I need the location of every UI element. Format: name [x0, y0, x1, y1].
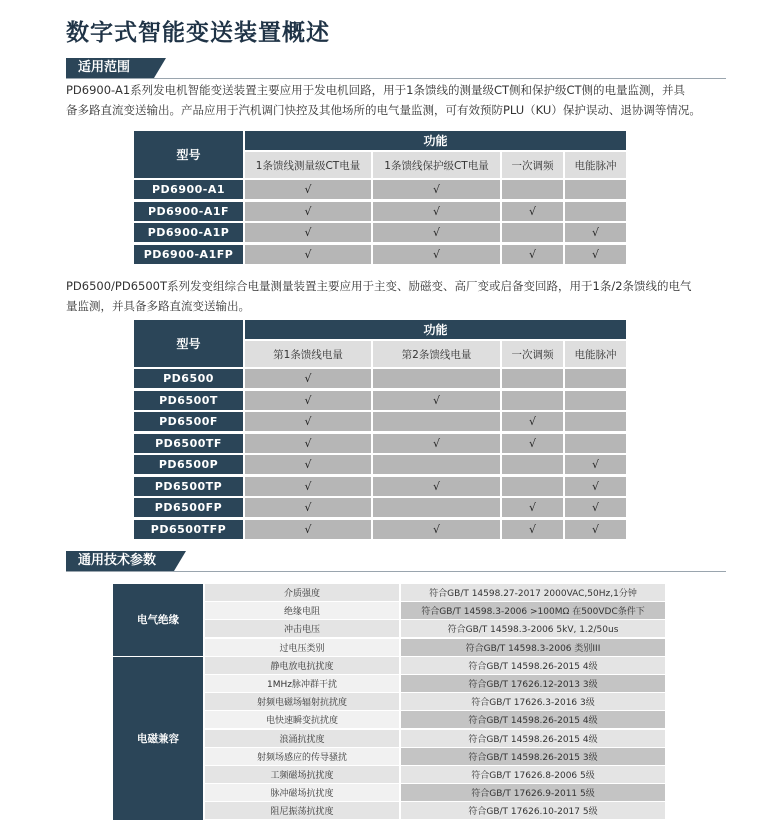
function-cell: √	[373, 520, 500, 539]
function-cell: √	[565, 245, 626, 264]
function-cell: √	[565, 520, 626, 539]
column-header: 电能脉冲	[565, 341, 626, 367]
spec-item-value: 符合GB/T 14598.26-2015 4级	[401, 711, 665, 728]
spec-item-name: 工频磁场抗扰度	[205, 766, 399, 783]
spec-item-name: 绝缘电阻	[205, 602, 399, 619]
model-cell: PD6500	[134, 369, 243, 388]
model-header: 型号	[134, 131, 243, 178]
spec-item-name: 浪涌抗扰度	[205, 730, 399, 747]
spec-item-name: 介质强度	[205, 584, 399, 601]
model-cell: PD6500TFP	[134, 520, 243, 539]
spec-item-value: 符合GB/T 17626.10-2017 5级	[401, 802, 665, 819]
spec-group-label: 电磁兼容	[113, 657, 203, 820]
function-cell: √	[245, 520, 371, 539]
function-cell	[565, 180, 626, 199]
spec-item-value: 符合GB/T 14598.26-2015 4级	[401, 657, 665, 674]
function-cell: √	[373, 245, 500, 264]
function-cell	[565, 412, 626, 431]
function-cell: √	[502, 520, 563, 539]
spec-item-value: 符合GB/T 14598.3-2006 >100MΩ 在500VDC条件下	[401, 602, 665, 619]
function-cell: √	[565, 455, 626, 474]
function-cell	[502, 391, 563, 410]
spec-item-name: 电快速瞬变抗扰度	[205, 711, 399, 728]
function-cell: √	[245, 202, 371, 221]
function-cell	[373, 412, 500, 431]
section-header-scope: 适用范围	[66, 58, 154, 78]
function-cell: √	[373, 477, 500, 496]
spec-item-name: 1MHz脉冲群干扰	[205, 675, 399, 692]
spec-item-value: 符合GB/T 14598.3-2006 类别III	[401, 639, 665, 656]
spec-item-value: 符合GB/T 14598.27-2017 2000VAC,50Hz,1分钟	[401, 584, 665, 601]
column-header: 一次调频	[502, 152, 563, 178]
model-cell: PD6900-A1F	[134, 202, 243, 221]
function-cell	[565, 369, 626, 388]
model-cell: PD6900-A1	[134, 180, 243, 199]
function-cell: √	[565, 477, 626, 496]
spec-item-name: 静电放电抗扰度	[205, 657, 399, 674]
function-cell	[565, 434, 626, 453]
function-cell	[565, 202, 626, 221]
model-cell: PD6500T	[134, 391, 243, 410]
column-header: 电能脉冲	[565, 152, 626, 178]
spec-item-value: 符合GB/T 17626.3-2016 3级	[401, 693, 665, 710]
function-cell	[502, 369, 563, 388]
function-cell: √	[245, 180, 371, 199]
intro-paragraph-1	[66, 80, 726, 120]
function-cell: √	[245, 498, 371, 517]
function-cell	[502, 180, 563, 199]
model-cell: PD6500F	[134, 412, 243, 431]
column-header: 第1条馈线电量	[245, 341, 371, 367]
function-cell: √	[245, 223, 371, 242]
function-cell: √	[502, 245, 563, 264]
function-cell: √	[245, 369, 371, 388]
paragraph-line: PD6900-A1系列发电机智能变送装置主要应用于发电机回路，用于1条馈线的测量级CT侧和保护级CT侧的电量监测，并具	[66, 83, 686, 97]
function-cell	[373, 455, 500, 474]
function-cell	[502, 223, 563, 242]
function-header: 功能	[245, 320, 626, 339]
spec-group-label: 电气绝缘	[113, 584, 203, 656]
function-table-pd6500	[134, 320, 626, 542]
column-header: 1条馈线保护级CT电量	[373, 152, 500, 178]
model-cell: PD6500TF	[134, 434, 243, 453]
function-cell: √	[373, 391, 500, 410]
page-title: 数字式智能变送装置概述	[66, 20, 330, 46]
intro-paragraph-2	[66, 276, 726, 316]
function-cell: √	[245, 455, 371, 474]
function-cell: √	[502, 412, 563, 431]
spec-item-name: 射频电磁场辐射抗扰度	[205, 693, 399, 710]
model-cell: PD6900-A1P	[134, 223, 243, 242]
function-cell: √	[502, 498, 563, 517]
function-cell: √	[245, 477, 371, 496]
model-cell: PD6500TP	[134, 477, 243, 496]
spec-item-value: 符合GB/T 14598.26-2015 4级	[401, 730, 665, 747]
spec-item-value: 符合GB/T 17626.9-2011 5级	[401, 784, 665, 801]
spec-item-value: 符合GB/T 14598.26-2015 3级	[401, 748, 665, 765]
function-cell	[502, 477, 563, 496]
model-cell: PD6900-A1FP	[134, 245, 243, 264]
spec-item-value: 符合GB/T 14598.3-2006 5kV, 1.2/50us	[401, 620, 665, 637]
column-header: 一次调频	[502, 341, 563, 367]
function-cell: √	[373, 180, 500, 199]
function-cell: √	[502, 434, 563, 453]
column-header: 1条馈线测量级CT电量	[245, 152, 371, 178]
function-cell: √	[565, 498, 626, 517]
spec-item-value: 符合GB/T 17626.12-2013 3级	[401, 675, 665, 692]
function-cell: √	[373, 434, 500, 453]
spec-item-name: 射频场感应的传导骚扰	[205, 748, 399, 765]
function-table-pd6900	[134, 131, 626, 269]
column-header: 第2条馈线电量	[373, 341, 500, 367]
model-cell: PD6500FP	[134, 498, 243, 517]
spec-item-name: 过电压类别	[205, 639, 399, 656]
function-cell: √	[373, 223, 500, 242]
section-divider	[66, 571, 726, 572]
spec-item-name: 脉冲磁场抗扰度	[205, 784, 399, 801]
paragraph-line: PD6500/PD6500T系列发变组综合电量测量装置主要应用于主变、励磁变、高厂变或启备变回路，用于1条/2条馈线的电气	[66, 279, 692, 293]
function-cell: √	[565, 223, 626, 242]
model-header: 型号	[134, 320, 243, 367]
function-cell	[373, 369, 500, 388]
section-divider	[66, 78, 726, 79]
function-cell: √	[245, 412, 371, 431]
model-cell: PD6500P	[134, 455, 243, 474]
function-cell: √	[373, 202, 500, 221]
function-header: 功能	[245, 131, 626, 150]
function-cell	[565, 391, 626, 410]
function-cell: √	[245, 391, 371, 410]
spec-item-value: 符合GB/T 17626.8-2006 5级	[401, 766, 665, 783]
function-cell: √	[245, 434, 371, 453]
spec-item-name: 冲击电压	[205, 620, 399, 637]
function-cell	[502, 455, 563, 474]
function-cell	[373, 498, 500, 517]
function-cell: √	[502, 202, 563, 221]
function-cell: √	[245, 245, 371, 264]
section-header-tech: 通用技术参数	[66, 551, 174, 571]
paragraph-line: 量监测，并具备多路直流变送输出。	[66, 299, 250, 313]
spec-item-name: 阻尼振荡抗扰度	[205, 802, 399, 819]
paragraph-line: 备多路直流变送输出。产品应用于汽机调门快控及其他场所的电气量监测，可有效预防PLU（KU）保护误动、退协调等情况。	[66, 103, 701, 117]
